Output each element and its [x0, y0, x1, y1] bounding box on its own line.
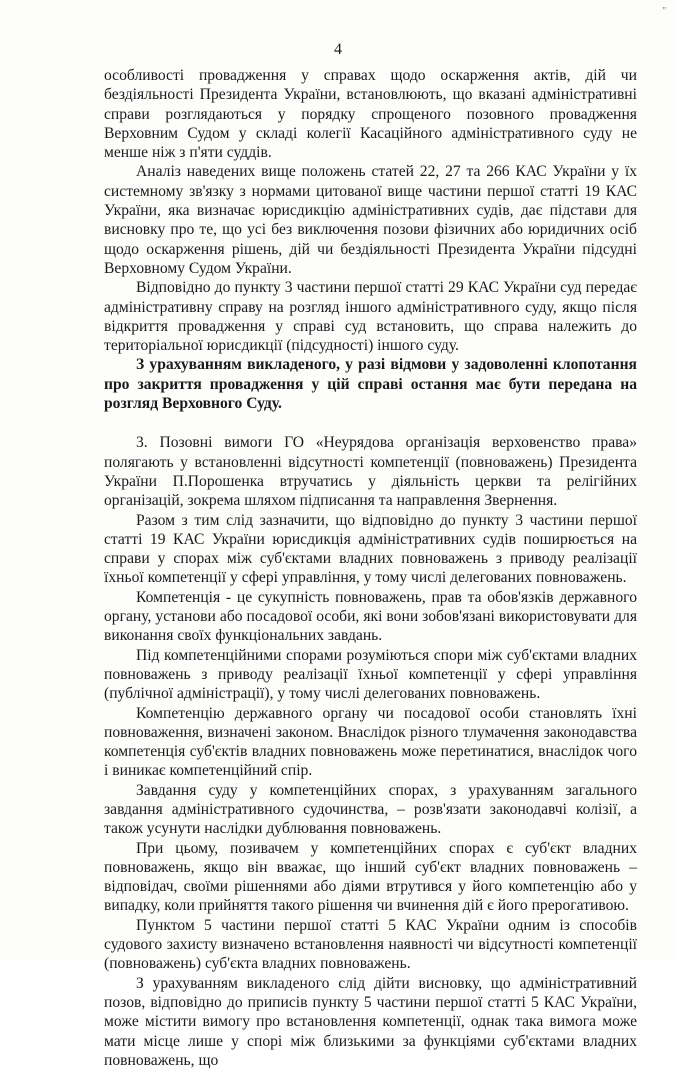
- paragraph-competence-disputes: Під компетенційними спорами розуміються спори між суб'єктами владних повноважень з приводу реалізації їхньої компетенції у сфері управління (публічної адміністрації), у тому числі делегованих повноважень.: [104, 646, 637, 703]
- paragraph-jurisdiction: Разом з тим слід зазначити, що відповідно до пункту 3 частини першої статті 19 КАС України юрисдикція адміністративних судів поширюється на справи у спорах між суб'єктами владних повноважень з приводу реалізації їхньої компетенції у сфері управління, у тому числі делегованих повноважень.: [104, 511, 637, 587]
- paragraph-remedy: Пунктом 5 частини першої статті 5 КАС України одним із способів судового захисту визначено встановлення наявності чи відсутності компетенції (повноважень) суб'єкта владних повноважень.: [104, 916, 637, 973]
- paragraph-competence-definition: Компетенція - це сукупність повноважень, прав та обов'язків державного органу, установи або посадової особи, які вони зобов'язані використовувати для виконання своїх функціональних завдань.: [104, 588, 637, 645]
- page-number: 4: [334, 41, 342, 58]
- paragraph-claim: 3. Позовні вимоги ГО «Неурядова організація верховенство права» полягають у встановленні відсутності компетенції (повноважень) Президента України П.Порошенка втручатись у діяльність церкви та релігійних організацій, зокрема шляхом підписання та направлення Звернення.: [104, 434, 637, 510]
- document-body: [104, 66, 637, 1070]
- paragraph-final: З урахуванням викладеного слід дійти висновку, що адміністративний позов, відповідно до приписів пункту 5 частини першої статті 5 КАС України, може містити вимогу про встановлення компетенції, однак така вимога може мати місце лише у спорі між близькими за функціями суб'єктами владних повноважень, що: [104, 974, 637, 1069]
- paragraph-competence-powers: Компетенцію державного органу чи посадової особи становлять їхні повноваження, визначені законом. Внаслідок різного тлумачення законодавства компетенція суб'єктів владних повноважень може перетинатися, внаслідок чого і виникає компетенційний спір.: [104, 704, 637, 780]
- paragraph-court-task: Завдання суду у компетенційних спорах, з урахуванням загального завдання адміністративного судочинства, – розв'язати законодавчі колізії, а також усунути наслідки дублювання повноважень.: [104, 781, 637, 838]
- paragraph-conclusion-bold: З урахуванням викладеного, у разі відмови у задоволенні клопотання про закриття провадження у цій справі остання має бути передана на розгляд Верховного Суду.: [104, 356, 637, 413]
- paragraph-plaintiff: При цьому, позивачем у компетенційних спорах є суб'єкт владних повноважень, якщо він вважає, що інший суб'єкт владних повноважень – відповідач, своїми рішеннями або діями втрутився у його компетенцію або у випадку, коли прийняття такого рішення чи вчинення дій є його прерогативою.: [104, 839, 637, 915]
- corner-mark: '': [662, 6, 666, 17]
- paragraph-analysis: Аналіз наведених вище положень статей 22, 27 та 266 КАС України у їх системному зв'язку з нормами цитованої вище частини першої статті 19 КАС України, яка визначає юрисдикцію адміністративних судів, дає підстави для висновку про те, що усі без виключення позови фізичних або юридичних осіб щодо оскарження рішень, дій чи бездіяльності Президента України підсудні Верховному Судом України.: [104, 163, 637, 277]
- paragraph-continuation: особливості провадження у справах щодо оскарження актів, дій чи бездіяльності Президента України, встановлюють, що вказані адміністративні справи розглядаються у порядку спрощеного позовного провадження Верховним Судом у складі колегії Касаційного адміністративного суду не менше ніж з п'яти суддів.: [104, 67, 637, 162]
- paragraph-transfer-rule: Відповідно до пункту 3 частини першої статті 29 КАС України суд передає адміністративну справу на розгляд іншого адміністративного суду, якщо після відкриття провадження у справі суд встановить, що справа належить до територіальної юрисдикції (підсудності) іншого суду.: [104, 279, 637, 355]
